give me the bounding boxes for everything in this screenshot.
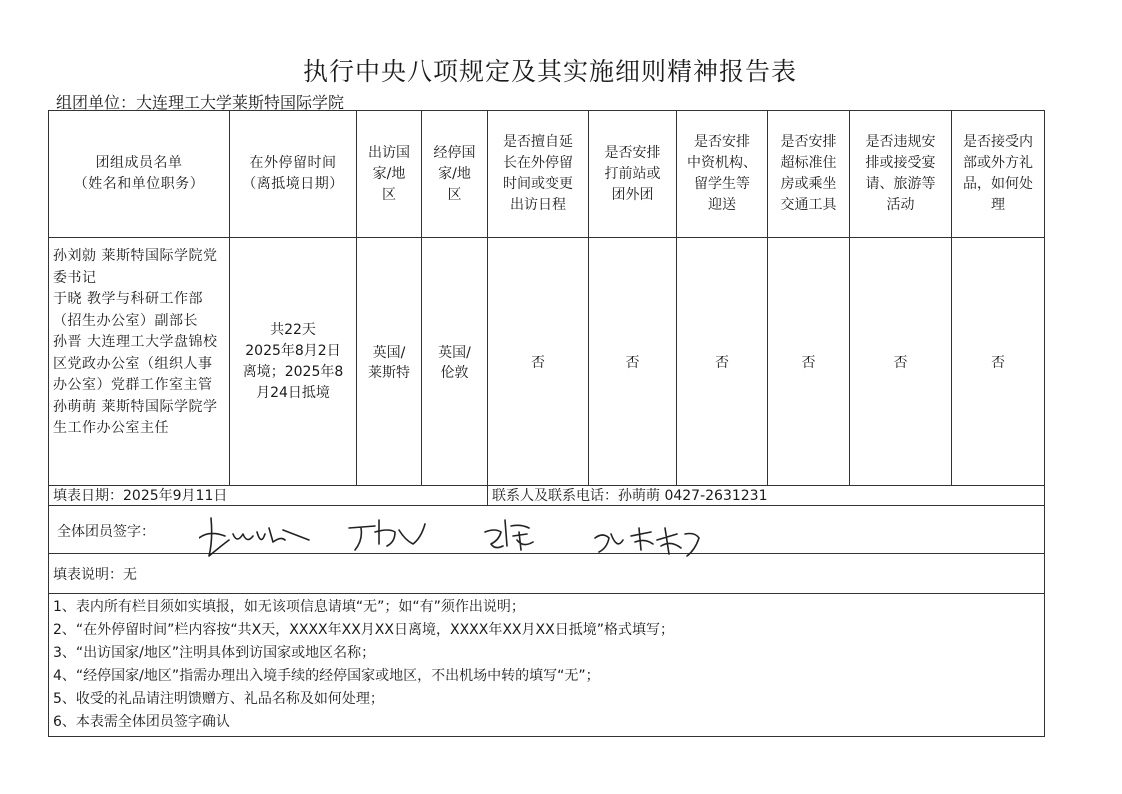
rule-item: 6、本表需全体团员签字确认 xyxy=(53,714,230,730)
info-row xyxy=(49,486,1045,506)
rules-cell xyxy=(49,594,1045,737)
organizing-unit: 组团单位：大连理工大学莱斯特国际学院 xyxy=(56,93,345,112)
signature-label: 全体团员签字： xyxy=(57,524,155,540)
transit-country-value: 英国/ 伦敦 xyxy=(422,238,488,486)
fill-note: 填表说明：无 xyxy=(49,554,1045,594)
member-entry: 孙刘勍 莱斯特国际学院党委书记 xyxy=(53,248,218,286)
handwritten-signatures xyxy=(199,510,719,562)
rule-item: 4、“经停国家/地区”指需办理出入境手续的经停国家或地区，不出机场中转的填写“无”； xyxy=(53,668,600,684)
banquet-value: 否 xyxy=(850,238,952,486)
signature-cell xyxy=(49,506,1045,554)
data-row xyxy=(49,238,1045,486)
rule-item: 1、表内所有栏目须如实填报，如无该项信息请填“无”；如“有”须作出说明； xyxy=(53,599,525,615)
member-list xyxy=(49,238,230,486)
header-gifts: 是否接受内 部或外方礼 品，如何处 理 xyxy=(952,111,1045,238)
contact-info: 联系人及联系电话：孙萌萌 0427-2631231 xyxy=(488,486,1045,506)
escort-value: 否 xyxy=(677,238,768,486)
rule-item: 5、收受的礼品请注明馈赠方、礼品名称及如何处理； xyxy=(53,691,384,707)
extend-stay-value: 否 xyxy=(488,238,589,486)
advance-team-value: 否 xyxy=(589,238,677,486)
header-stay-time: 在外停留时间 （离抵境日期） xyxy=(230,111,357,238)
fill-date: 填表日期：2025年9月11日 xyxy=(49,486,488,506)
report-table xyxy=(48,110,1045,737)
visit-country-value: 英国/ 莱斯特 xyxy=(357,238,422,486)
gifts-value: 否 xyxy=(952,238,1045,486)
header-visit-country: 出访国 家/地 区 xyxy=(357,111,422,238)
overstandard-value: 否 xyxy=(768,238,850,486)
signature-row xyxy=(49,506,1045,554)
header-row xyxy=(49,111,1045,238)
header-banquet: 是否违规安 排或接受宴 请、旅游等 活动 xyxy=(850,111,952,238)
member-entry: 于晓 教学与科研工作部（招生办公室）副部长 xyxy=(53,291,203,329)
header-overstandard: 是否安排 超标准住 房或乘坐 交通工具 xyxy=(768,111,850,238)
header-transit-country: 经停国 家/地 区 xyxy=(422,111,488,238)
header-escort: 是否安排 中资机构、 留学生等 迎送 xyxy=(677,111,768,238)
header-advance-team: 是否安排 打前站或 团外团 xyxy=(589,111,677,238)
header-members: 团组成员名单 （姓名和单位职务） xyxy=(49,111,230,238)
stay-time-value: 共22天 2025年8月2日 离境；2025年8 月24日抵境 xyxy=(230,238,357,486)
header-extend-stay: 是否擅自延 长在外停留 时间或变更 出访日程 xyxy=(488,111,589,238)
rule-item: 2、“在外停留时间”栏内容按“共X天，XXXX年XX月XX日离境，XXXX年XX月XX日抵境”格式填写； xyxy=(53,622,674,638)
form-title: 执行中央八项规定及其实施细则精神报告表 xyxy=(302,57,797,86)
member-entry: 孙萌萌 莱斯特国际学院学生工作办公室主任 xyxy=(53,398,218,436)
member-entry: 孙晋 大连理工大学盘锦校区党政办公室（组织人事办公室）党群工作室主管 xyxy=(53,334,218,393)
rules-row xyxy=(49,594,1045,737)
rule-item: 3、“出访国家/地区”注明具体到访国家或地区名称； xyxy=(53,645,376,661)
